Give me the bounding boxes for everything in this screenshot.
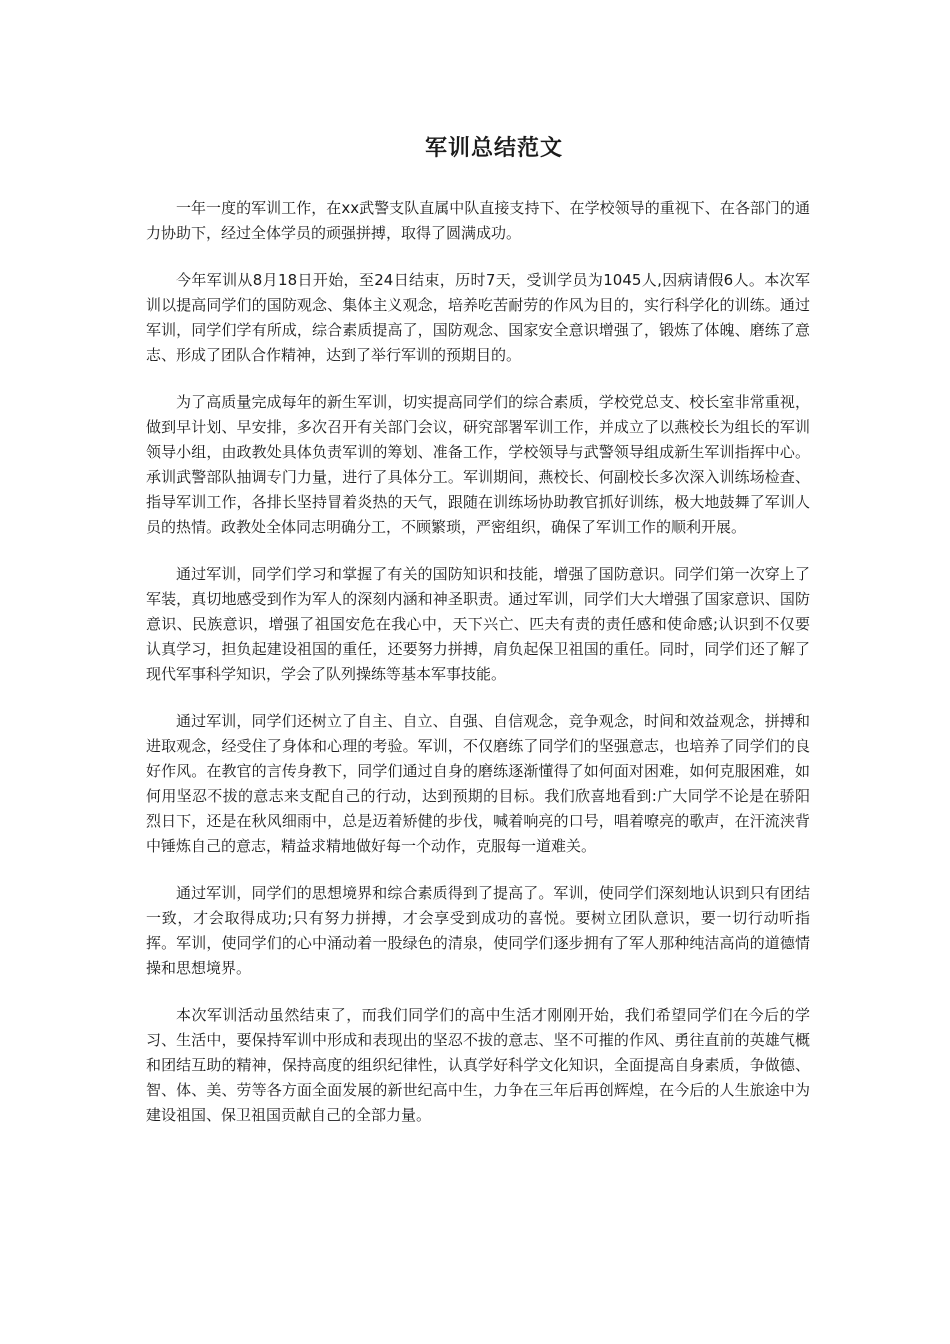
paragraph-5: 通过军训，同学们还树立了自主、自立、自强、自信观念，竞争观念，时间和效益观念，拼搏和进取观念，经受住了身体和心理的考验。军训，不仅磨练了同学们的坚强意志，也培养了同学们的良好作风。在教官的言传身教下，同学们通过自身的磨练逐渐懂得了如何面对困难，如何克服困难，如何用坚忍不拔的意志来支配自己的行动，达到预期的目标。我们欣喜地看到:广大同学不论是在骄阳烈日下，还是在秋风细雨中，总是迈着矫健的步伐，喊着响亮的口号，唱着嘹亮的歌声，在汗流浃背中锤炼自己的意志，精益求精地做好每一个动作，克服每一道难关。 xyxy=(146,712,810,855)
paragraph-7: 本次军训活动虽然结束了，而我们同学们的高中生活才刚刚开始，我们希望同学们在今后的学习、生活中，要保持军训中形成和表现出的坚忍不拔的意志、坚不可摧的作风、勇往直前的英雄气概和团结互助的精神，保持高度的组织纪律性，认真学好科学文化知识，全面提高自身素质，争做德、智、体、美、劳等各方面全面发展的新世纪高中生，力争在三年后再创辉煌，在今后的人生旅途中为建设祖国、保卫祖国贡献自己的全部力量。 xyxy=(146,1006,810,1124)
paragraph-1: 一年一度的军训工作，在xx武警支队直属中队直接支持下、在学校领导的重视下、在各部门的通力协助下，经过全体学员的顽强拼搏，取得了圆满成功。 xyxy=(146,199,810,242)
paragraph-2: 今年军训从8月18日开始，至24日结束，历时7天，受训学员为1045人,因病请假6人。本次军训以提高同学们的国防观念、集体主义观念，培养吃苦耐劳的作风为目的，实行科学化的训练。通过军训，同学们学有所成，综合素质提高了，国防观念、国家安全意识增强了，锻炼了体魄、磨练了意志、形成了团队合作精神，达到了举行军训的预期目的。 xyxy=(146,271,810,364)
paragraph-6: 通过军训，同学们的思想境界和综合素质得到了提高了。军训，使同学们深刻地认识到只有团结一致，才会取得成功;只有努力拼搏，才会享受到成功的喜悦。要树立团队意识，要一切行动听指挥。军训，使同学们的心中涌动着一股绿色的清泉，使同学们逐步拥有了军人那种纯洁高尚的道德情操和思想境界。 xyxy=(146,884,810,977)
document-body xyxy=(146,196,810,1150)
paragraph-4: 通过军训，同学们学习和掌握了有关的国防知识和技能，增强了国防意识。同学们第一次穿上了军装，真切地感受到作为军人的深刻内涵和神圣职责。通过军训，同学们大大增强了国家意识、国防意识、民族意识，增强了祖国安危在我心中，天下兴亡、匹夫有责的责任感和使命感;认识到不仅要认真学习，担负起建设祖国的重任，还要努力拼搏，肩负起保卫祖国的重任。同时，同学们还了解了现代军事科学知识，学会了队列操练等基本军事技能。 xyxy=(146,565,810,683)
paragraph-3: 为了高质量完成每年的新生军训，切实提高同学们的综合素质，学校党总支、校长室非常重视，做到早计划、早安排，多次召开有关部门会议，研究部署军训工作，并成立了以燕校长为组长的军训领导小组，由政教处具体负责军训的筹划、准备工作，学校领导与武警领导组成新生军训指挥中心。承训武警部队抽调专门力量，进行了具体分工。军训期间，燕校长、何副校长多次深入训练场检查、指导军训工作，各排长坚持冒着炎热的天气，跟随在训练场协助教官抓好训练，极大地鼓舞了军训人员的热情。政教处全体同志明确分工，不顾繁琐，严密组织，确保了军训工作的顺利开展。 xyxy=(146,393,810,536)
document-title: 军训总结范文 xyxy=(424,136,563,161)
